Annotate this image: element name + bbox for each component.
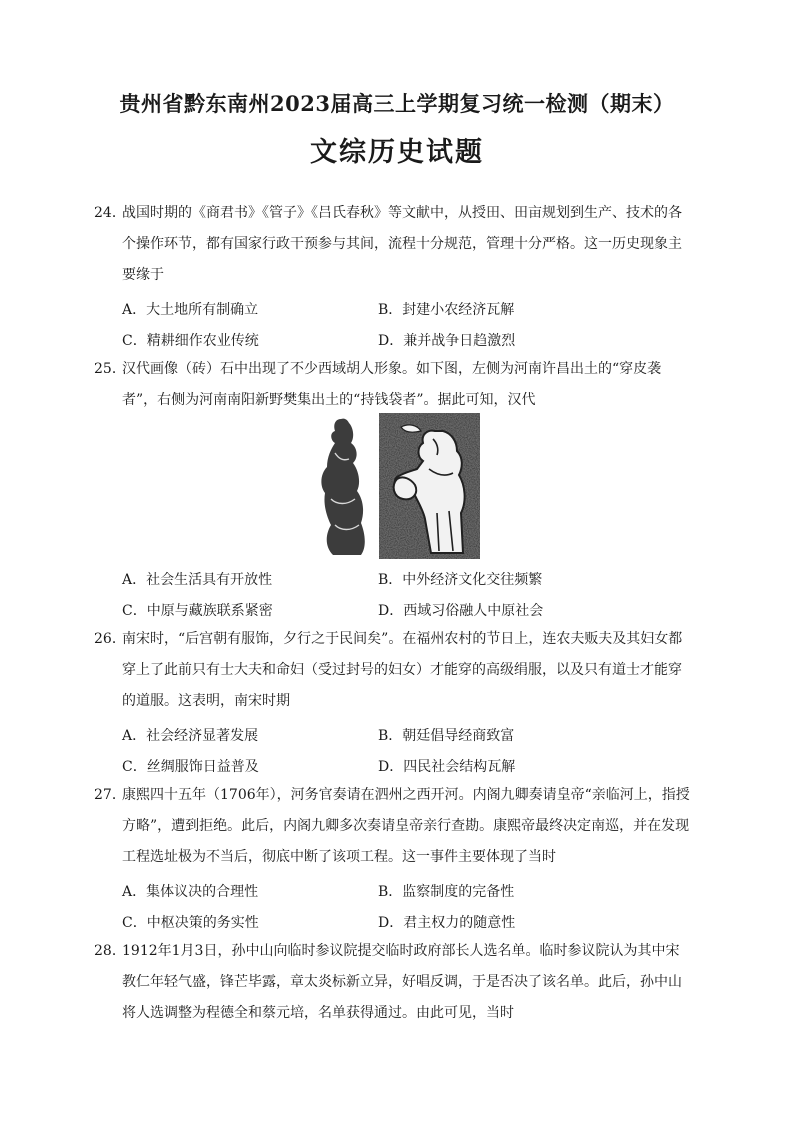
option-a: A．社会经济显著发展 bbox=[122, 728, 259, 744]
option-c: C．精耕细作农业传统 bbox=[122, 333, 259, 349]
page-title: 贵州省黔东南州2023届高三上学期复习统一检测（期末） bbox=[119, 91, 675, 116]
option-d: D．四民社会结构瓦解 bbox=[378, 759, 516, 775]
option-c: C．丝绸服饰日益普及 bbox=[122, 759, 259, 775]
question-stem: 战国时期的《商君书》《管子》《吕氏春秋》等文献中，从授田、田亩规划到生产、技术的各个操作环节，都有国家行政干预参与其间，流程十分规范，管理十分严格。这一历史现象主要缘于 bbox=[122, 205, 682, 283]
question-number: 27． bbox=[94, 787, 126, 803]
option-c: C．中原与藏族联系紧密 bbox=[122, 603, 273, 619]
question-stem: 汉代画像（砖）石中出现了不少西域胡人形象。如下图，左侧为河南许昌出土的“穿皮袭者”，右侧为河南南阳新野樊集出土的“持钱袋者”。据此可知，汉代 bbox=[122, 361, 662, 408]
han-stone-relief-figure bbox=[313, 413, 480, 559]
question-number: 26． bbox=[94, 631, 126, 647]
option-d: D．西域习俗融人中原社会 bbox=[378, 603, 544, 619]
question-25 bbox=[94, 354, 690, 416]
option-d: D．兼并战争日趋激烈 bbox=[378, 333, 516, 349]
question-number: 24． bbox=[94, 205, 126, 221]
option-c: C．中枢决策的务实性 bbox=[122, 915, 259, 931]
option-b: B．朝廷倡导经商致富 bbox=[378, 728, 515, 744]
money-bag-holder-image bbox=[379, 413, 480, 559]
question-stem: 南宋时，“后宫朝有服饰，夕行之于民间矣”。在福州农村的节日上，连农夫贩夫及其妇女都穿上了此前只有士大夫和命妇（受过封号的妇女）才能穿的高级绢服，以及只有道士才能穿的道服。这表明，南宋时期 bbox=[122, 631, 683, 709]
option-a: A．集体议决的合理性 bbox=[122, 884, 259, 900]
option-d: D．君主权力的随意性 bbox=[378, 915, 516, 931]
page-subtitle: 文综历史试题 bbox=[310, 137, 484, 168]
question-24 bbox=[94, 198, 690, 291]
question-stem: 康熙四十五年（1706年），河务官奏请在泗州之西开河。内阁九卿奏请皇帝“亲临河上，指授方略”，遭到拒绝。此后，内阁九卿多次奏请皇帝亲行查勘。康熙帝最终决定南巡，并在发现工程选址极为不当后，彻底中断了该项工程。这一事件主要体现了当时 bbox=[122, 787, 690, 865]
question-28 bbox=[94, 936, 690, 1029]
option-b: B．中外经济文化交往频繁 bbox=[378, 572, 543, 588]
option-a: A．大土地所有制确立 bbox=[122, 302, 259, 318]
question-27 bbox=[94, 780, 690, 873]
option-b: B．封建小农经济瓦解 bbox=[378, 302, 515, 318]
question-number: 28． bbox=[94, 943, 126, 959]
fur-coat-figure-image bbox=[321, 419, 364, 555]
option-b: B．监察制度的完备性 bbox=[378, 884, 515, 900]
question-26 bbox=[94, 624, 690, 717]
question-stem: 1912年1月3日，孙中山向临时参议院提交临时政府部长人选名单。临时参议院认为其中宋教仁年轻气盛，锋芒毕露，章太炎标新立异，好唱反调，于是否决了该名单。此后，孙中山将人选调整为程德全和蔡元培，名单获得通过。由此可见，当时 bbox=[122, 943, 682, 1021]
question-number: 25． bbox=[94, 361, 126, 377]
option-a: A．社会生活具有开放性 bbox=[122, 572, 273, 588]
